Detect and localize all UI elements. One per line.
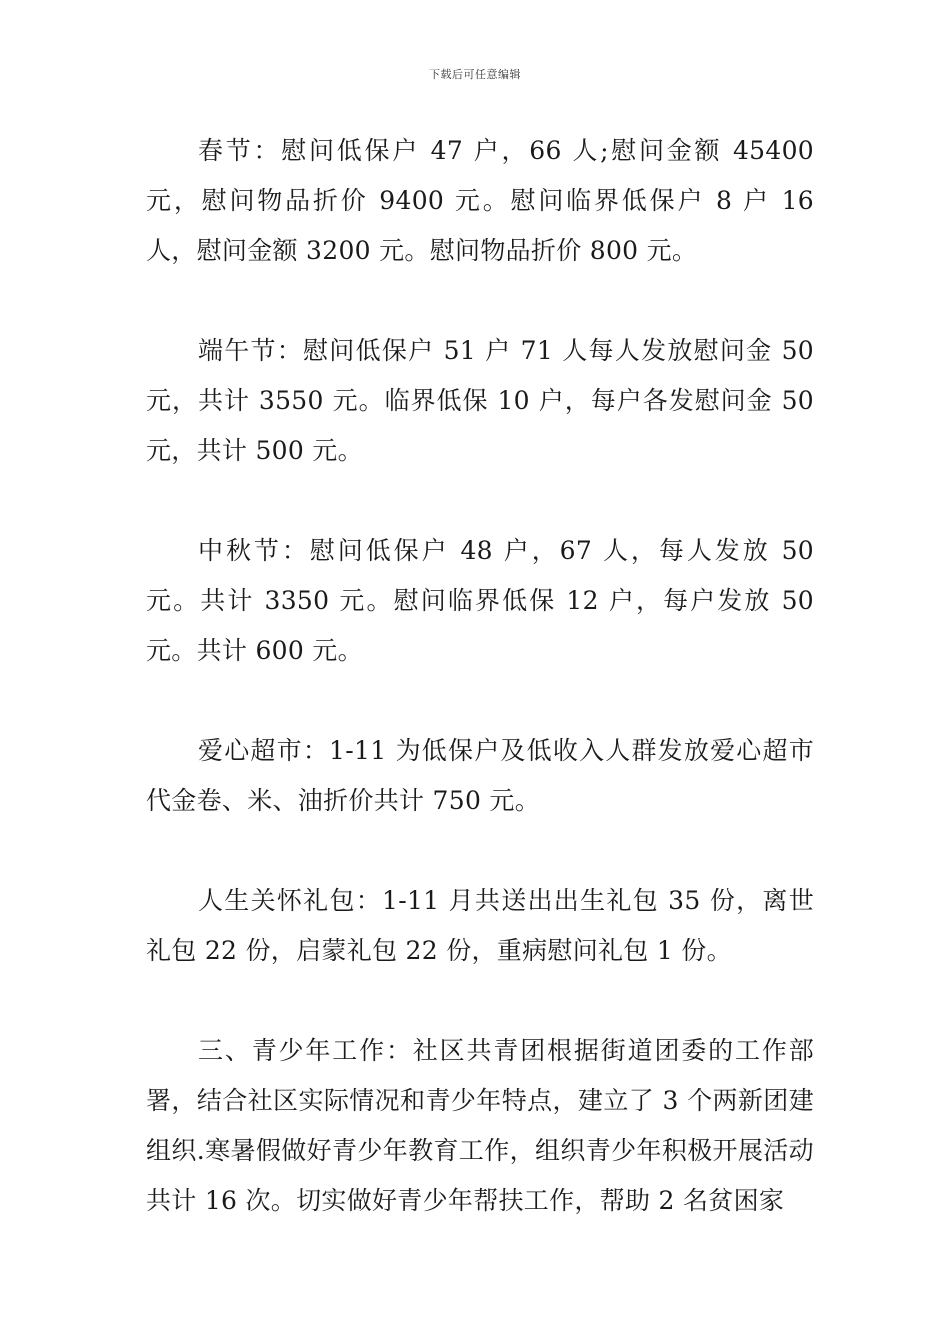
document-body <box>146 126 814 1226</box>
paragraph-dragon-boat-festival: 端午节：慰问低保户 51 户 71 人每人发放慰问金 50 元，共计 3550 元。临界低保 10 户，每户各发慰问金 50 元，共计 500 元。 <box>146 336 814 465</box>
paragraph-youth-work: 三、青少年工作：社区共青团根据街道团委的工作部署，结合社区实际情况和青少年特点，建立了 3 个两新团建组织.寒暑假做好青少年教育工作，组织青少年积极开展活动共计 16 次。切实做好青少年帮扶工作，帮助 2 名贫困家 <box>146 1036 814 1215</box>
paragraph-life-care-package: 人生关怀礼包：1-11 月共送出出生礼包 35 份，离世礼包 22 份，启蒙礼包 22 份，重病慰问礼包 1 份。 <box>146 886 814 965</box>
paragraph-mid-autumn-festival: 中秋节：慰问低保户 48 户，67 人，每人发放 50 元。共计 3350 元。慰问临界低保 12 户，每户发放 50 元。共计 600 元。 <box>146 536 814 665</box>
paragraph-charity-supermarket: 爱心超市：1-11 为低保户及低收入人群发放爱心超市代金卷、米、油折价共计 750 元。 <box>146 736 814 815</box>
paragraph-spring-festival: 春节：慰问低保户 47 户，66 人;慰问金额 45400 元，慰问物品折价 9400 元。慰问临界低保户 8 户 16 人，慰问金额 3200 元。慰问物品折价 800 元。 <box>146 136 814 265</box>
header-note: 下载后可任意编辑 <box>429 68 521 81</box>
